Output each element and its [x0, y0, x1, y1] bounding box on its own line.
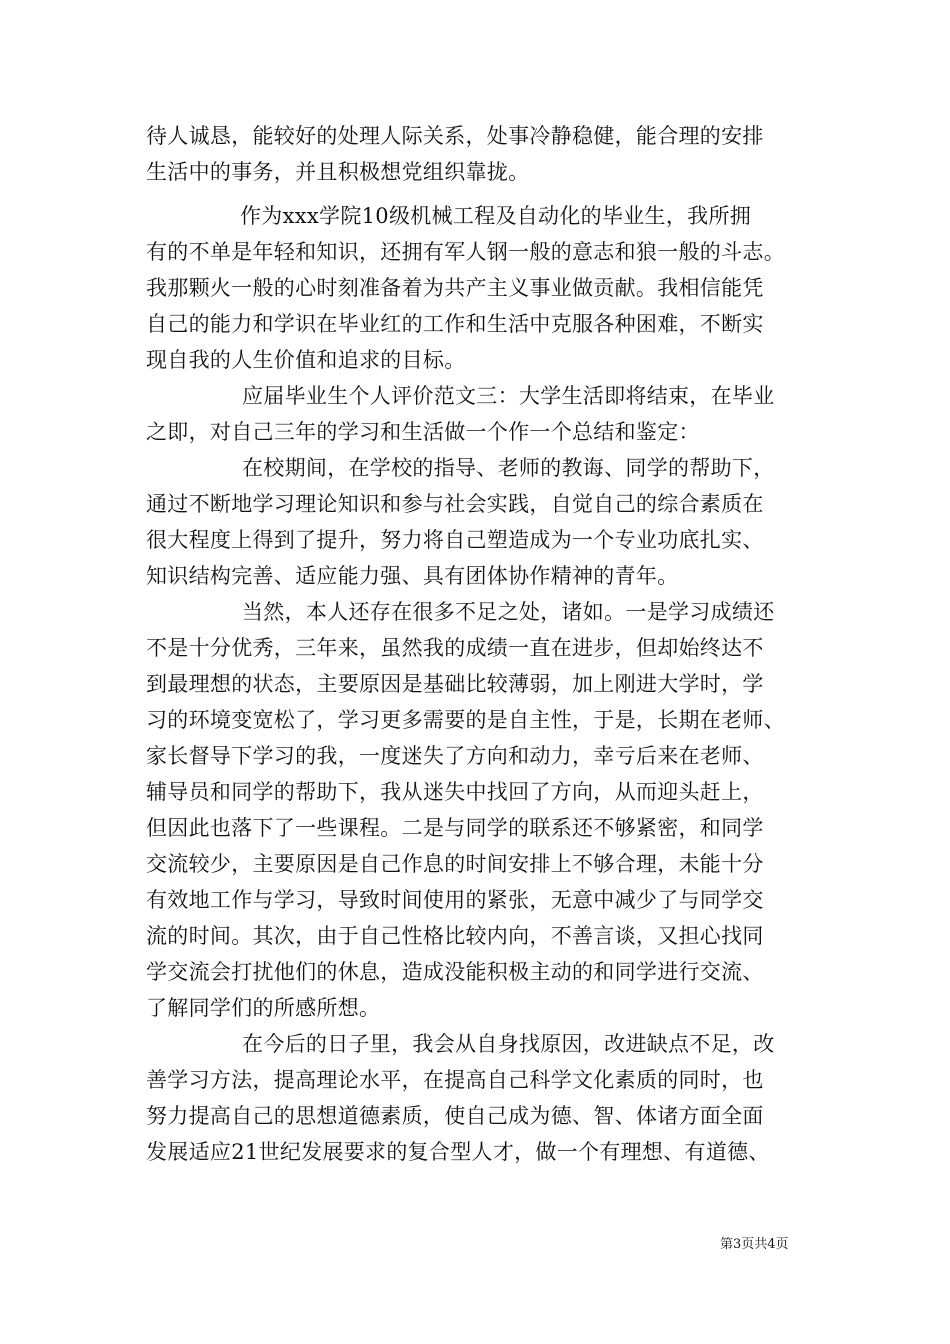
text-line: 很大程度上得到了提升，努力将自己塑造成为一个专业功底扎实、: [146, 528, 764, 552]
text-line: 之即，对自己三年的学习和生活做一个作一个总结和鉴定：: [146, 420, 700, 444]
text-line: 努力提高自己的思想道德素质，使自己成为德、智、体诸方面全面: [146, 1104, 764, 1128]
text-line: 到最理想的状态，主要原因是基础比较薄弱，加上刚进大学时，学: [146, 672, 764, 696]
text-line: 有效地工作与学习，导致时间使用的紧张，无意中减少了与同学交: [146, 888, 764, 912]
text-line: 待人诚恳，能较好的处理人际关系，处事冷静稳健，能合理的安排: [146, 124, 764, 148]
text-line: 不是十分优秀，三年来，虽然我的成绩一直在进步，但却始终达不: [146, 636, 764, 660]
text-line: 流的时间。其次，由于自己性格比较内向，不善言谈，又担心找同: [146, 924, 764, 948]
text-line: 现自我的人生价值和追求的目标。: [146, 348, 466, 372]
text-line: 家长督导下学习的我，一度迷失了方向和动力，幸亏后来在老师、: [146, 744, 764, 768]
text-line: 自己的能力和学识在毕业红的工作和生活中克服各种困难，不断实: [146, 312, 764, 336]
text-line: 应届毕业生个人评价范文三：大学生活即将结束，在毕业: [242, 384, 775, 408]
text-line: 当然，本人还存在很多不足之处，诸如。一是学习成绩还: [242, 600, 775, 624]
text-line: 习的环境变宽松了，学习更多需要的是自主性，于是，长期在老师、: [146, 708, 785, 732]
text-line: 学交流会打扰他们的休息，造成没能积极主动的和同学进行交流、: [146, 960, 764, 984]
text-line: 知识结构完善、适应能力强、具有团体协作精神的青年。: [146, 564, 679, 588]
text-line: 但因此也落下了一些课程。二是与同学的联系还不够紧密，和同学: [146, 816, 764, 840]
text-line: 生活中的事务，并且积极想党组织靠拢。: [146, 160, 530, 184]
text-line: 在今后的日子里，我会从自身找原因，改进缺点不足，改: [242, 1032, 775, 1056]
text-line: 了解同学们的所感所想。: [146, 996, 381, 1020]
text-line: 辅导员和同学的帮助下，我从迷失中找回了方向，从而迎头赶上，: [146, 780, 764, 804]
text-line: 通过不断地学习理论知识和参与社会实践，自觉自己的综合素质在: [146, 492, 764, 516]
text-line: 我那颗火一般的心时刻准备着为共产主义事业做贡献。我相信能凭: [146, 276, 764, 300]
text-line: 作为xxx学院10级机械工程及自动化的毕业生，我所拥: [240, 204, 752, 228]
text-line: 交流较少，主要原因是自己作息的时间安排上不够合理，未能十分: [146, 852, 764, 876]
text-line: 发展适应21世纪发展要求的复合型人才，做一个有理想、有道德、: [146, 1140, 770, 1164]
text-line: 有的不单是年轻和知识，还拥有军人钢一般的意志和狼一般的斗志。: [146, 240, 785, 264]
page-number: 第3页共4页: [720, 1237, 789, 1252]
text-line: 善学习方法，提高理论水平，在提高自己科学文化素质的同时，也: [146, 1068, 764, 1092]
text-line: 在校期间，在学校的指导、老师的教诲、同学的帮助下，: [242, 456, 775, 480]
